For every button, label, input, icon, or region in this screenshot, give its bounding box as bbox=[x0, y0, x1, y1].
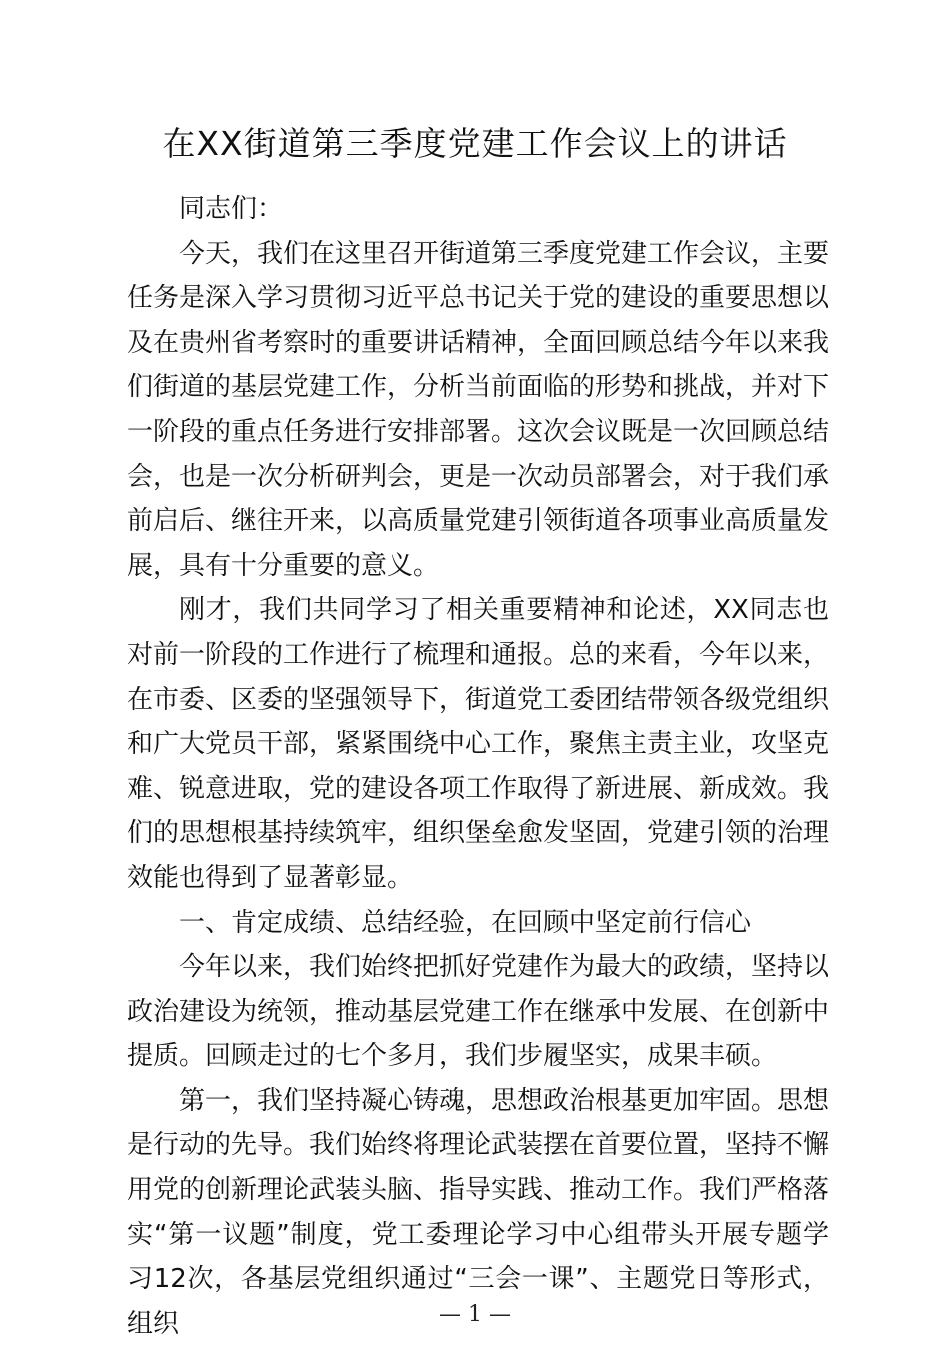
page-number: — 1 — bbox=[439, 1302, 511, 1327]
paragraph: 今天，我们在这里召开街道第三季度党建工作会议，主要任务是深入学习贯彻习近平总书记关于党的建设的重要思想以及在贵州省考察时的重要讲话精神，全面回顾总结今年以来我们街道的基层党建工作，分析当前面临的形势和挑战，并对下一阶段的重点任务进行安排部署。这次会议既是一次回顾总结会，也是一次分析研判会，更是一次动员部署会，对于我们承前启后、继往开来，以高质量党建引领街道各项事业高质量发展，具有十分重要的意义。 bbox=[127, 238, 830, 581]
salutation: 同志们： bbox=[179, 194, 284, 224]
paragraph: 第一，我们坚持凝心铸魂，思想政治根基更加牢固。思想是行动的先导。我们始终将理论武装摆在首要位置，坚持不懈用党的创新理论武装头脑、指导实践、推动工作。我们严格落实“第一议题”制度，党工委理论学习中心组带头开展专题学习12次，各基层党组织通过“三会一课”、主题党日等形式，组织 bbox=[127, 1085, 830, 1339]
document-title: 在XX街道第三季度党建工作会议上的讲话 bbox=[162, 124, 788, 163]
section-heading: 一、肯定成绩、总结经验，在回顾中坚定前行信心 bbox=[179, 907, 752, 938]
document-body bbox=[127, 187, 829, 1346]
paragraph: 刚才，我们共同学习了相关重要精神和论述，XX同志也对前一阶段的工作进行了梳理和通报。总的来看，今年以来，在市委、区委的坚强领导下，街道党工委团结带领各级党组织和广大党员干部，紧紧围绕中心工作，聚焦主责主业，攻坚克难、锐意进取，党的建设各项工作取得了新进展、新成效。我们的思想根基持续筑牢，组织堡垒愈发坚固，党建引领的治理效能也得到了显著彰显。 bbox=[127, 595, 830, 893]
paragraph: 今年以来，我们始终把抓好党建作为最大的政绩，坚持以政治建设为统领，推动基层党建工作在继承中发展、在创新中提质。回顾走过的七个多月，我们步履坚实，成果丰硕。 bbox=[127, 952, 830, 1072]
